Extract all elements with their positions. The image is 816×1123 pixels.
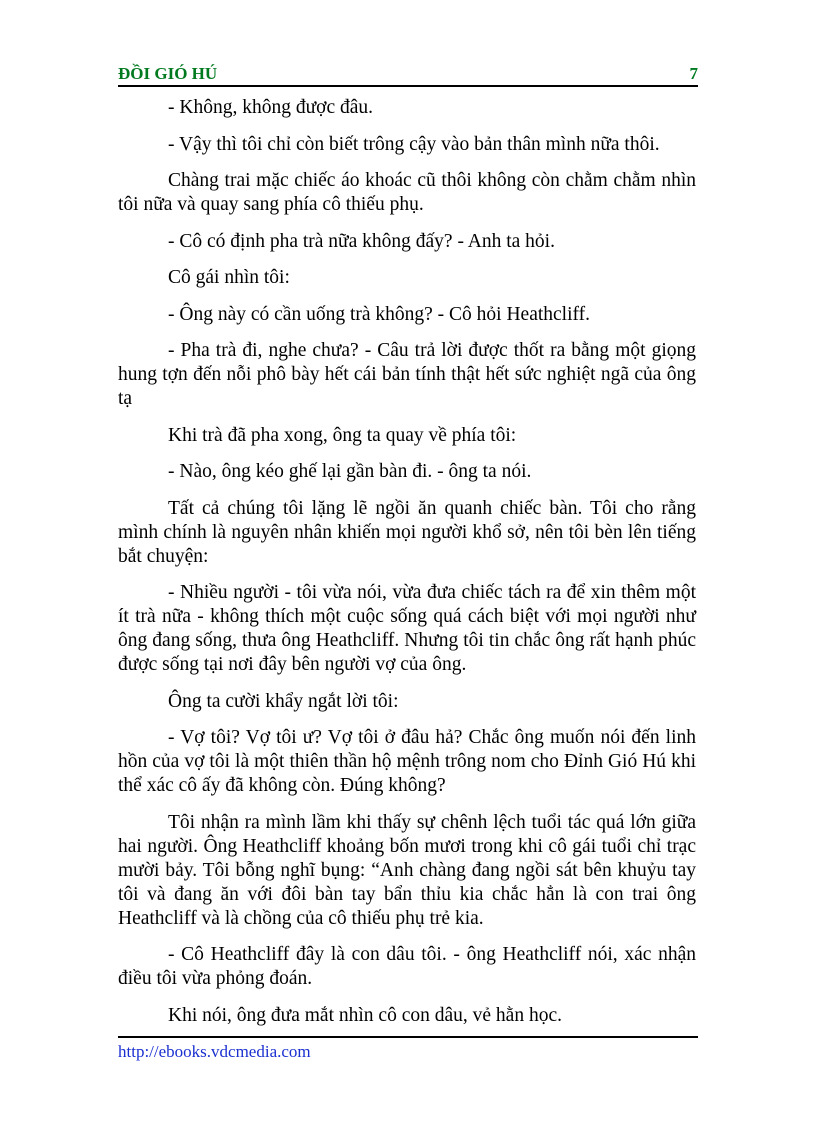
paragraph: Khi nói, ông đưa mắt nhìn cô con dâu, vẻ hằn học. bbox=[168, 1004, 562, 1026]
paragraph: - Không, không được đâu. bbox=[168, 97, 374, 118]
paragraph: Tôi nhận ra mình lầm khi thấy sự chênh lệch tuổi tác quá lớn giữa hai người. Ông Heathcliff khoảng bốn mươi trong khi cô gái tuổi chỉ trạc mười bảy. Tôi bỗng nghĩ bụng: “Anh chàng đang ngồi sát bên khuỷu tay tôi và đang ăn với đôi bàn tay bẩn thỉu kia chắc hẳn là con trai ông Heathcliff và là chồng của cô thiếu phụ trẻ kia. bbox=[118, 811, 696, 929]
footer-link[interactable]: http://ebooks.vdcmedia.com bbox=[118, 1042, 311, 1061]
footer-divider bbox=[118, 1036, 698, 1038]
paragraph: Tất cả chúng tôi lặng lẽ ngồi ăn quanh chiếc bàn. Tôi cho rằng mình chính là nguyên nhân khiến mọi người khổ sở, nên tôi bèn lên tiếng bắt chuyện: bbox=[118, 497, 696, 567]
paragraph: - Vợ tôi? Vợ tôi ư? Vợ tôi ở đâu hả? Chắc ông muốn nói đến linh hồn của vợ tôi là một thiên thần hộ mệnh trông nom cho Đỉnh Gió Hú khi thể xác cô ấy đã không còn. Đúng không? bbox=[118, 727, 696, 796]
paragraph: - Nhiều người - tôi vừa nói, vừa đưa chiếc tách ra để xin thêm một ít trà nữa - không thích một cuộc sống quá cách biệt với mọi người như ông đang sống, thưa ông Heathcliff. Nhưng tôi tin chắc ông rất hạnh phúc được sống tại nơi đây bên người vợ của ông. bbox=[118, 582, 696, 675]
page-number: 7 bbox=[689, 64, 698, 83]
paragraph: - Cô Heathcliff đây là con dâu tôi. - ông Heathcliff nói, xác nhận điều tôi vừa phỏng đoán. bbox=[118, 944, 696, 989]
paragraph: - Ông này có cần uống trà không? - Cô hỏi Heathcliff. bbox=[168, 303, 591, 325]
body-text bbox=[118, 96, 696, 1040]
paragraph: Chàng trai mặc chiếc áo khoác cũ thôi không còn chằm chằm nhìn tôi nữa và quay sang phía cô thiếu phụ. bbox=[118, 170, 696, 215]
paragraph: - Nào, ông kéo ghế lại gần bàn đi. - ông ta nói. bbox=[168, 461, 532, 482]
paragraph: - Pha trà đi, nghe chưa? - Câu trả lời được thốt ra bằng một giọng hung tợn đến nỗi phô bày hết cái bản tính thật hết sức nghiệt ngã của ông tạ bbox=[118, 340, 696, 409]
paragraph: - Cô có định pha trà nữa không đấy? - Anh ta hỏi. bbox=[168, 230, 555, 252]
paragraph: - Vậy thì tôi chỉ còn biết trông cậy vào bản thân mình nữa thôi. bbox=[168, 133, 660, 155]
header-divider bbox=[118, 85, 698, 87]
page-header bbox=[118, 60, 698, 84]
paragraph: Khi trà đã pha xong, ông ta quay về phía tôi: bbox=[168, 424, 517, 446]
paragraph: Cô gái nhìn tôi: bbox=[168, 267, 290, 288]
paragraph: Ông ta cười khẩy ngắt lời tôi: bbox=[168, 690, 399, 712]
book-title: ĐỒI GIÓ HÚ bbox=[118, 64, 218, 83]
